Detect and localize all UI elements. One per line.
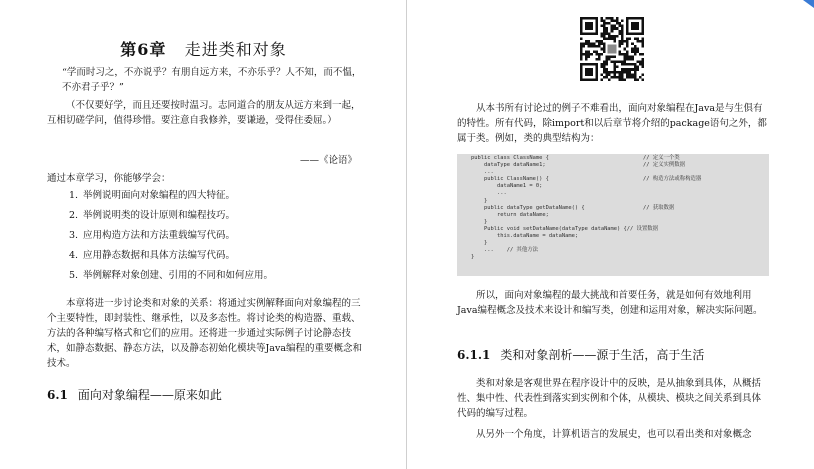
subsection-title: 类和对象剖析——源于生活，高于生活 (500, 348, 705, 362)
qr-code-image (580, 17, 644, 81)
list-item-text: 应用静态数据和具体方法编写代码。 (83, 250, 236, 261)
subsection-number: 6.1.1 (457, 348, 491, 362)
list-item-text: 应用构造方法和方法重载编写代码。 (83, 230, 236, 241)
section-title: 面向对象编程——原来如此 (77, 388, 222, 402)
chapter-title (0, 37, 407, 60)
list-item-number: 1. (69, 190, 79, 201)
list-item-number: 4. (69, 250, 79, 261)
learning-goals-intro: 通过本章学习，你能够学会： (47, 173, 171, 184)
class-intro-paragraph: 从本书所有讨论过的例子不难看出，面向对象编程在Java是与生俱有的特性。所有代码，除import和以后章节将介绍的package语句之外，都属于类。例如，类的典型结构为： (457, 103, 767, 144)
corner-marker-icon (800, 0, 814, 10)
list-item-number: 5. (69, 270, 79, 281)
epigraph-source: ——《论语》 (299, 155, 357, 166)
code-text: public class ClassName { // 定义一个类 dataType dataName1; // 定义实例数据 ... public ClassName() { // 构造方法或称构造器 dataName1 = 0; ... } public dataType getDataName() { // 获取数据 return dataName; } Public void setDataName(dataType dataName) {// 设置数据 this.dataName = dataName; } ... // 其他方法 } (471, 155, 702, 261)
chapter-number: 第6章 (120, 40, 167, 59)
language-history-paragraph: 从另外一个角度，计算机语言的发展史，也可以看出类和对象概念 (476, 429, 752, 440)
list-item (69, 246, 273, 266)
chapter-overview-paragraph: 本章将进一步讨论类和对象的关系：将通过实例解释面向对象编程的三个主要特性，即封装性、继承性，以及多态性。将讨论类的构造器、重载、方法的各种编写格式和它们的应用。还将进一步通过实际例子讨论静态技术，如静态数据、静态方法，以及静态初始化模块等Java编程的重要概念和技术。 (47, 298, 363, 369)
list-item-number: 2. (69, 210, 79, 221)
section-number: 6.1 (47, 388, 68, 402)
class-object-paragraph: 类和对象是客观世界在程序设计中的反映，是从抽象到具体，从概括性、集中性、代表性到落实到实例和个体，从模块、模块之间关系到具体代码的编写过程。 (457, 378, 762, 419)
oop-challenge-paragraph: 所以，面向对象编程的最大挑战和首要任务，就是如何有效地利用Java编程概念及技术来设计和编写类，创建和运用对象，解决实际问题。 (457, 290, 763, 316)
chapter-name: 走进类和对象 (184, 40, 287, 59)
list-item-text: 举例说明面向对象编程的四大特征。 (83, 190, 236, 201)
code-listing (457, 154, 769, 276)
epigraph-translation: （不仅要好学，而且还要按时温习。志同道合的朋友从远方来到一起，互相切磋学问，值得珍惜。要注意自我修养，要谦逊，受得住委屈。） (47, 100, 361, 126)
learning-goals-list (69, 186, 273, 286)
section-heading (47, 386, 222, 403)
list-item-text: 举例解释对象创建、引用的不同和如何应用。 (83, 270, 274, 281)
list-item-number: 3. (69, 230, 79, 241)
epigraph-quote: “学而时习之，不亦说乎？有朋自远方来，不亦乐乎？人不知，而不愠，不亦君子乎？” (62, 67, 362, 93)
list-item (69, 226, 273, 246)
list-item (69, 206, 273, 226)
list-item (69, 186, 273, 206)
list-item-text: 举例说明类的设计原则和编程技巧。 (83, 210, 236, 221)
subsection-heading (457, 346, 704, 363)
list-item (69, 266, 273, 286)
